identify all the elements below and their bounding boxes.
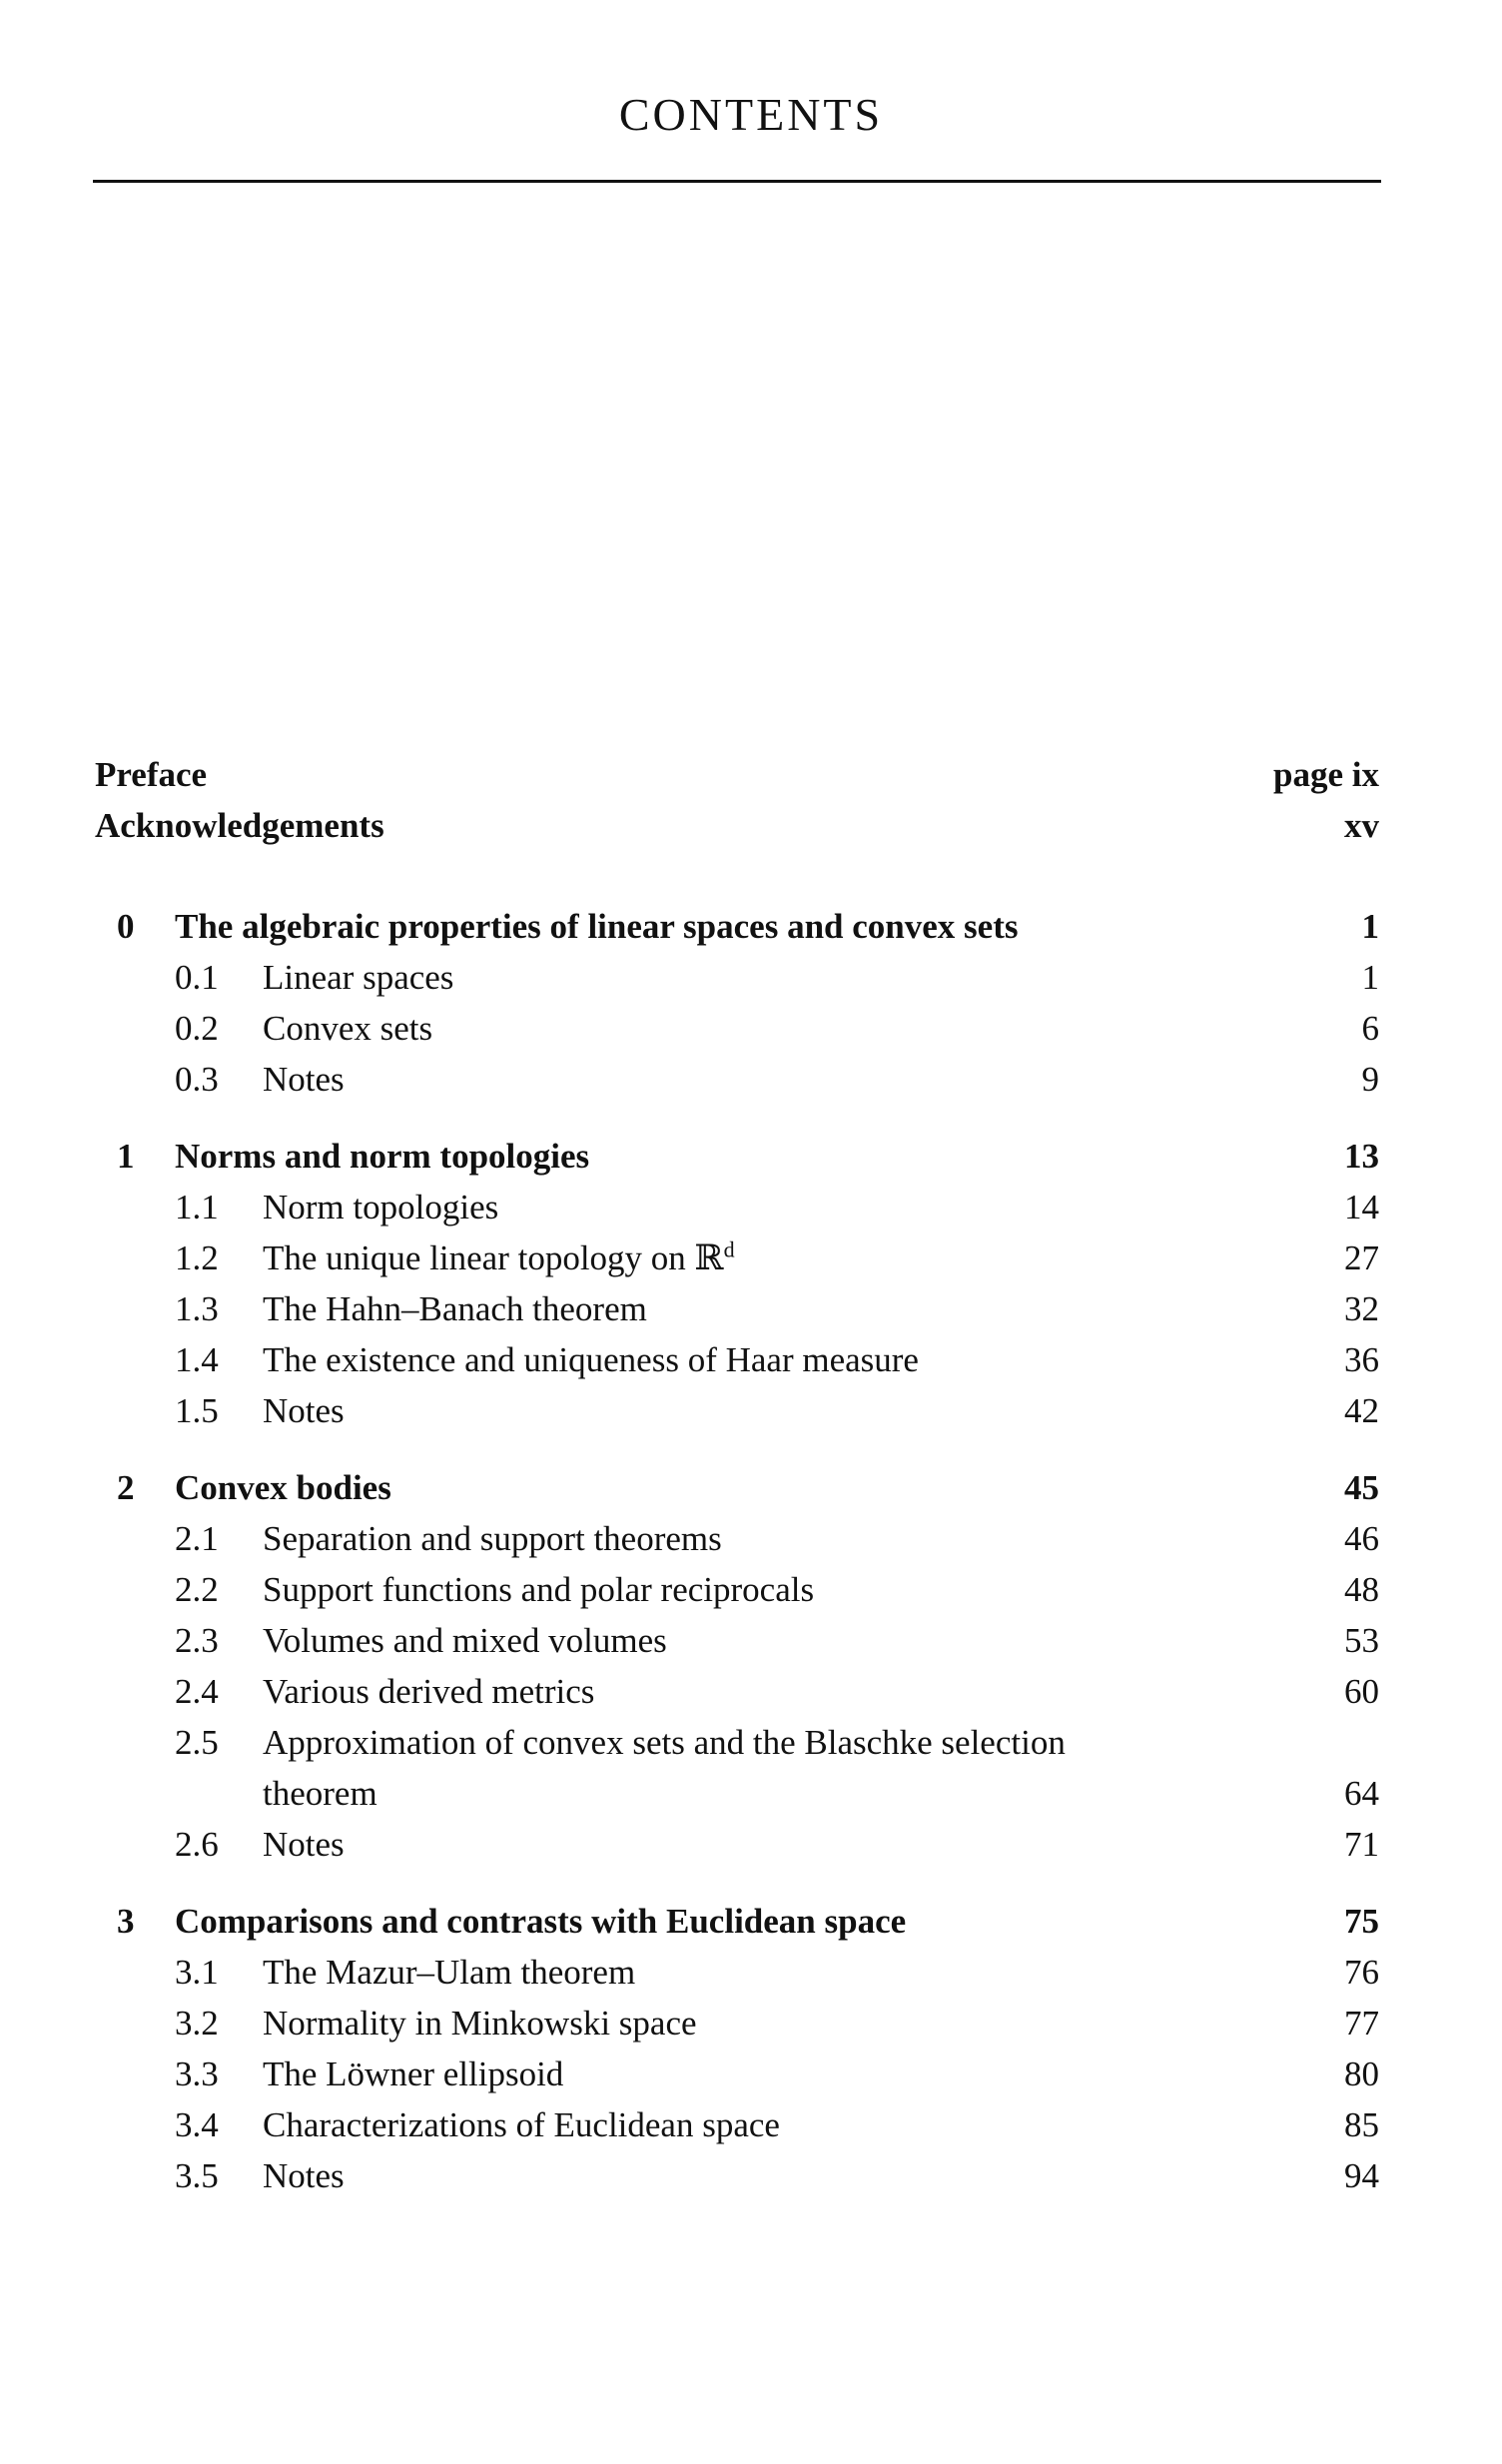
section-page: 94	[1344, 2156, 1379, 2195]
section-title: The Löwner ellipsoid	[263, 2054, 564, 2093]
entry-title: Acknowledgements	[95, 806, 384, 845]
toc-chapter-3[interactable]	[95, 1896, 1379, 1947]
section-title: Notes	[263, 2156, 345, 2195]
section-page: 60	[1344, 1672, 1379, 1711]
section-page: 46	[1344, 1519, 1379, 1558]
chapter-page: 13	[1344, 1137, 1379, 1176]
chapter-number: 1	[117, 1137, 135, 1176]
section-title-continued: theorem	[263, 1774, 377, 1813]
section-page: 64	[1344, 1774, 1379, 1813]
chapter-page: 1	[1361, 907, 1379, 946]
toc-section-2-1[interactable]	[95, 1513, 1379, 1564]
section-title-text: The unique linear topology on ℝ	[263, 1238, 724, 1277]
toc-chapter-1[interactable]	[95, 1131, 1379, 1182]
section-title: The Hahn–Banach theorem	[263, 1289, 647, 1328]
section-title: Norm topologies	[263, 1188, 499, 1227]
page-title: CONTENTS	[618, 89, 884, 140]
chapter-number: 2	[117, 1468, 135, 1507]
section-title: Separation and support theorems	[263, 1519, 722, 1558]
section-title: Approximation of convex sets and the Blaschke selection	[263, 1723, 1066, 1762]
section-number: 0.1	[175, 958, 219, 997]
section-number: 3.5	[175, 2156, 219, 2195]
toc-section-2-5[interactable]	[95, 1717, 1379, 1768]
section-number: 0.3	[175, 1060, 219, 1099]
section-page: 85	[1344, 2105, 1379, 2144]
chapter-number: 0	[117, 907, 135, 946]
chapter-title: Comparisons and contrasts with Euclidean space	[175, 1902, 907, 1941]
section-title: The Mazur–Ulam theorem	[263, 1953, 636, 1992]
section-number: 3.4	[175, 2105, 219, 2144]
toc-section-3-3[interactable]	[95, 2049, 1379, 2099]
section-title: Linear spaces	[263, 958, 454, 997]
section-number: 2.6	[175, 1825, 219, 1864]
section-page: 53	[1344, 1621, 1379, 1660]
toc-section-2-5-continued[interactable]	[95, 1768, 1379, 1819]
section-page: 1	[1361, 958, 1379, 997]
toc-section-1-1[interactable]	[95, 1182, 1379, 1232]
section-title	[263, 1232, 1319, 1283]
toc-section-1-4[interactable]	[95, 1334, 1379, 1385]
section-number: 1.3	[175, 1289, 219, 1328]
section-page: 71	[1344, 1825, 1379, 1864]
section-number: 2.5	[175, 1723, 219, 1762]
section-number: 2.3	[175, 1621, 219, 1660]
section-title: Various derived metrics	[263, 1672, 595, 1711]
chapter-number: 3	[117, 1902, 135, 1941]
section-number: 3.2	[175, 2004, 219, 2043]
section-number: 2.4	[175, 1672, 219, 1711]
section-title: Normality in Minkowski space	[263, 2004, 697, 2043]
section-title: Notes	[263, 1060, 345, 1099]
heading-rule	[93, 180, 1381, 183]
superscript-d: d	[723, 1236, 735, 1262]
section-page: 76	[1344, 1953, 1379, 1992]
section-title: Support functions and polar reciprocals	[263, 1570, 815, 1609]
entry-title: Preface	[95, 755, 208, 794]
toc-entry-acknowledgements[interactable]	[95, 800, 1379, 851]
toc-section-3-5[interactable]	[95, 2150, 1379, 2201]
section-title: Notes	[263, 1825, 345, 1864]
section-title: The existence and uniqueness of Haar measure	[263, 1340, 919, 1379]
toc-section-1-5[interactable]	[95, 1385, 1379, 1436]
section-title: Volumes and mixed volumes	[263, 1621, 667, 1660]
entry-page: xv	[1344, 806, 1379, 845]
toc-chapter-2[interactable]	[95, 1462, 1379, 1513]
toc-section-3-2[interactable]	[95, 1998, 1379, 2049]
toc-section-3-4[interactable]	[95, 2099, 1379, 2150]
toc-section-2-4[interactable]	[95, 1666, 1379, 1717]
chapter-title: Norms and norm topologies	[175, 1137, 590, 1176]
toc-chapter-0[interactable]	[95, 901, 1379, 952]
section-number: 1.4	[175, 1340, 219, 1379]
section-number: 3.1	[175, 1953, 219, 1992]
toc-section-3-1[interactable]	[95, 1947, 1379, 1998]
section-number: 1.5	[175, 1391, 219, 1430]
section-title: Characterizations of Euclidean space	[263, 2105, 780, 2144]
section-number: 1.2	[175, 1238, 219, 1277]
section-number: 2.1	[175, 1519, 219, 1558]
section-title: Notes	[263, 1391, 345, 1430]
section-title: Convex sets	[263, 1009, 433, 1048]
section-number: 3.3	[175, 2054, 219, 2093]
section-page: 80	[1344, 2054, 1379, 2093]
chapter-page: 45	[1344, 1468, 1379, 1507]
toc-section-0-2[interactable]	[95, 1003, 1379, 1054]
section-page: 32	[1344, 1289, 1379, 1328]
chapter-page: 75	[1344, 1902, 1379, 1941]
toc-section-1-2[interactable]	[95, 1232, 1379, 1283]
chapter-title: Convex bodies	[175, 1468, 391, 1507]
section-page: 36	[1344, 1340, 1379, 1379]
toc-section-1-3[interactable]	[95, 1283, 1379, 1334]
section-page: 27	[1344, 1238, 1379, 1277]
section-number: 1.1	[175, 1188, 219, 1227]
section-page: 14	[1344, 1188, 1379, 1227]
toc-section-0-3[interactable]	[95, 1054, 1379, 1105]
chapter-title: The algebraic properties of linear spaces and convex sets	[175, 907, 1019, 946]
toc-entry-preface[interactable]	[95, 749, 1379, 800]
toc-section-0-1[interactable]	[95, 952, 1379, 1003]
toc-section-2-3[interactable]	[95, 1615, 1379, 1666]
section-number: 2.2	[175, 1570, 219, 1609]
table-of-contents	[95, 749, 1379, 2201]
section-number: 0.2	[175, 1009, 219, 1048]
section-page: 6	[1361, 1009, 1379, 1048]
section-page: 48	[1344, 1570, 1379, 1609]
section-page: 77	[1344, 2004, 1379, 2043]
toc-section-2-2[interactable]	[95, 1564, 1379, 1615]
section-page: 9	[1361, 1060, 1379, 1099]
section-page: 42	[1344, 1391, 1379, 1430]
entry-page: page ix	[1273, 755, 1379, 794]
toc-section-2-6[interactable]	[95, 1819, 1379, 1870]
